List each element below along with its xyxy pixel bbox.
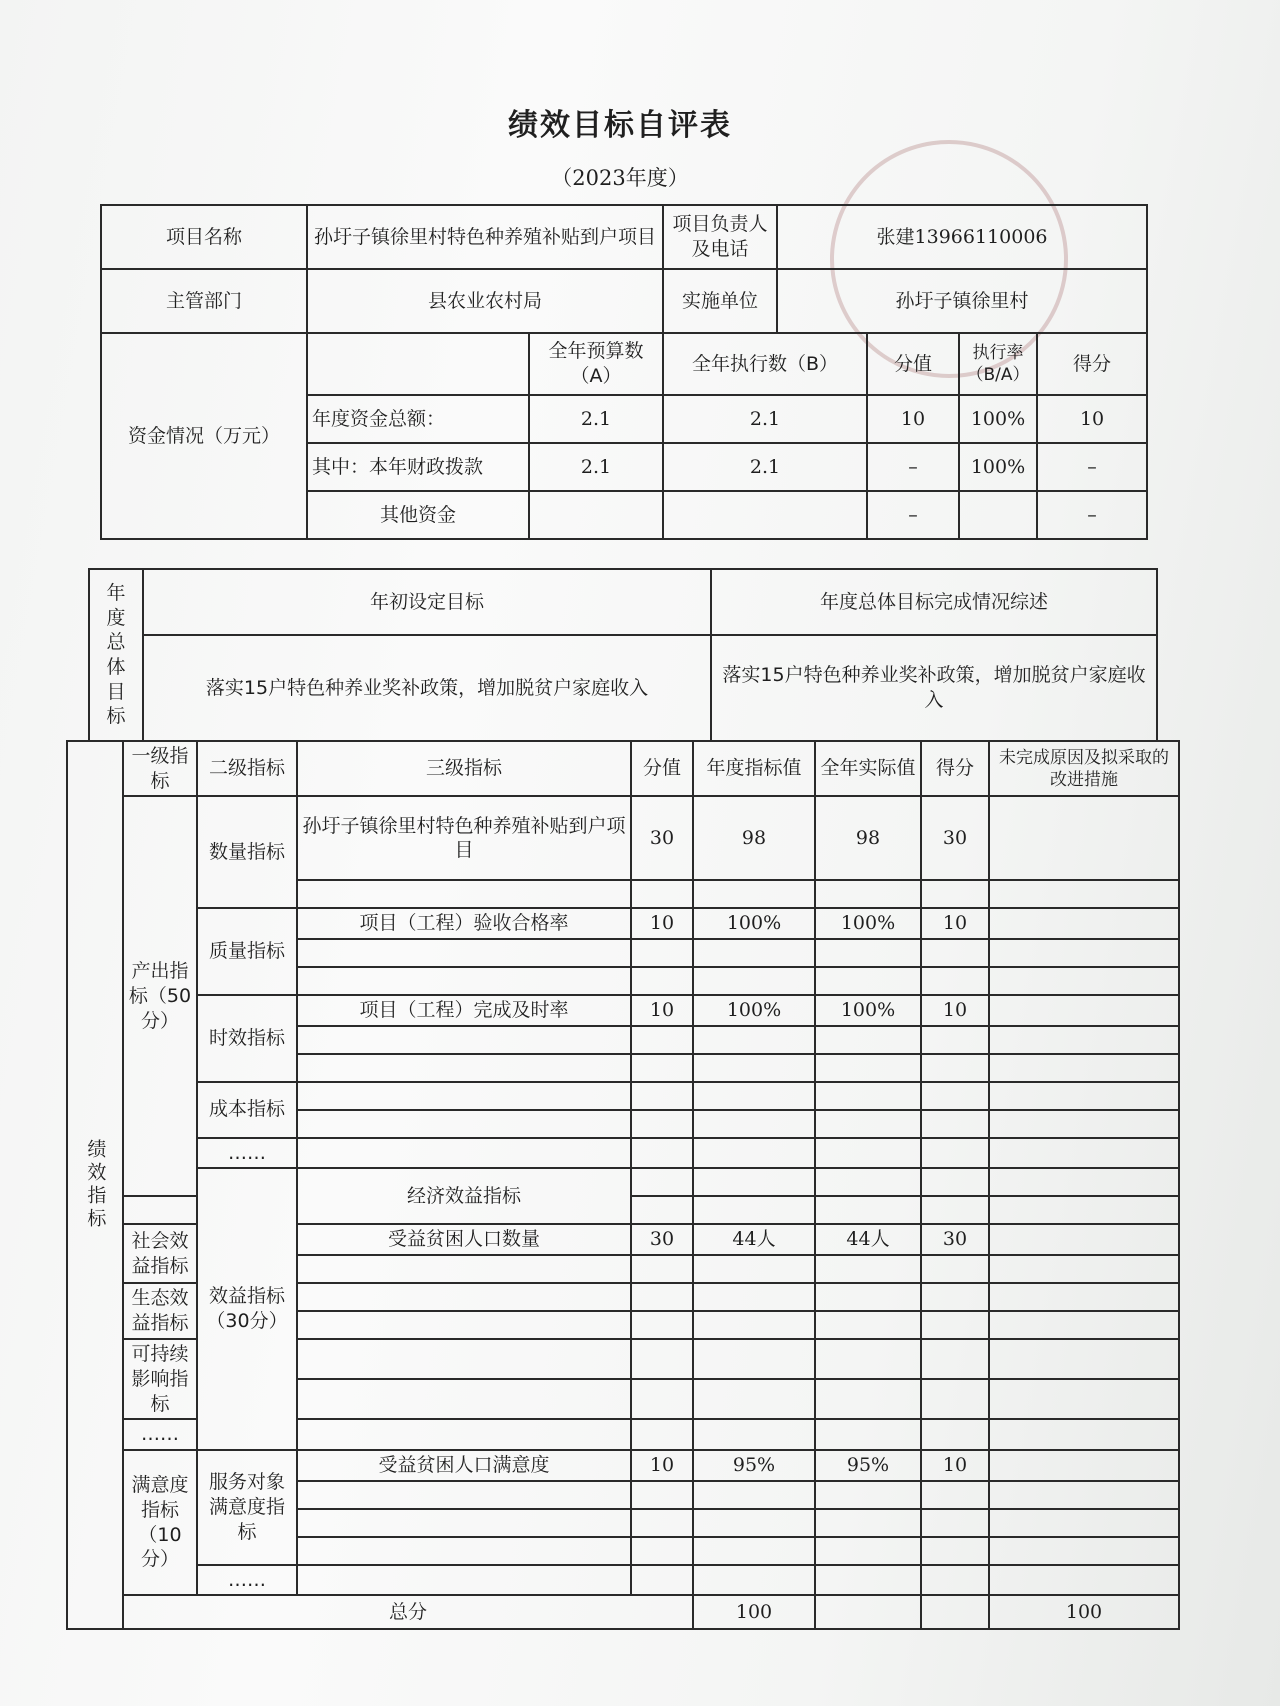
funds-header-rate: 执行率（B/A） <box>959 333 1037 395</box>
perf-side-label: 绩效指标 <box>67 741 123 1629</box>
funds-row-score-value: – <box>867 443 959 491</box>
perf-header-level2: 二级指标 <box>197 741 297 796</box>
funds-row-name: 年度资金总额： <box>307 395 529 443</box>
funds-row-rate: 100% <box>959 443 1037 491</box>
goal-set-text: 落实15户特色种养业奖补政策，增加脱贫户家庭收入 <box>143 635 711 741</box>
goal-done-text: 落实15户特色种养业奖补政策，增加脱贫户家庭收入 <box>711 635 1157 741</box>
sustain-label: 可持续影响指标 <box>123 1339 197 1419</box>
funds-header-score: 得分 <box>1037 333 1147 395</box>
indicator-score-value: 30 <box>631 1224 693 1255</box>
indicator-target: 95% <box>693 1450 815 1481</box>
indicator-actual: 95% <box>815 1450 921 1481</box>
satisfaction-more: …… <box>197 1565 297 1596</box>
indicator-target: 98 <box>693 796 815 880</box>
funds-row-name: 其中：本年财政拨款 <box>307 443 529 491</box>
indicator-actual: 100% <box>815 908 921 939</box>
indicator-name: 项目（工程）完成及时率 <box>297 995 631 1026</box>
perf-header-actual: 全年实际值 <box>815 741 921 796</box>
funds-row-exec: 2.1 <box>663 443 867 491</box>
economic-label: 经济效益指标 <box>297 1168 631 1224</box>
service-label: 服务对象满意度指标 <box>197 1450 297 1565</box>
funds-header-budget: 全年预算数（A） <box>529 333 663 395</box>
indicator-reason <box>989 908 1179 939</box>
total-score-value: 100 <box>693 1595 815 1629</box>
indicator-score: 30 <box>921 796 989 880</box>
indicator-name: 受益贫困人口数量 <box>297 1224 631 1255</box>
funds-row-score: – <box>1037 491 1147 539</box>
funds-row-exec: 2.1 <box>663 395 867 443</box>
quality-label: 质量指标 <box>197 908 297 995</box>
indicator-reason <box>989 995 1179 1026</box>
indicator-name: 项目（工程）验收合格率 <box>297 908 631 939</box>
goal-set-header: 年初设定目标 <box>143 569 711 635</box>
funds-row-rate <box>959 491 1037 539</box>
perf-header-level1: 一级指标 <box>123 741 197 796</box>
annual-goal-table <box>88 568 1158 742</box>
indicator-score: 10 <box>921 1450 989 1481</box>
indicator-name: 孙圩子镇徐里村特色种养殖补贴到户项目 <box>297 796 631 880</box>
indicator-score: 30 <box>921 1224 989 1255</box>
output-more: …… <box>197 1138 297 1169</box>
indicator-reason <box>989 1224 1179 1255</box>
impl-value: 孙圩子镇徐里村 <box>777 269 1147 333</box>
indicator-score-value: 10 <box>631 995 693 1026</box>
document-title: 绩效目标自评表 <box>508 108 732 143</box>
funds-row-budget <box>529 491 663 539</box>
funds-row-score: 10 <box>1037 395 1147 443</box>
impl-label: 实施单位 <box>663 269 777 333</box>
perf-header-reason: 未完成原因及拟采取的改进措施 <box>989 741 1179 796</box>
indicator-name: 受益贫困人口满意度 <box>297 1450 631 1481</box>
project-owner-label: 项目负责人及电话 <box>663 205 777 269</box>
perf-header-level3: 三级指标 <box>297 741 631 796</box>
project-name-label: 项目名称 <box>101 205 307 269</box>
perf-header-score: 得分 <box>921 741 989 796</box>
perf-header-target: 年度指标值 <box>693 741 815 796</box>
funds-row-score-value: 10 <box>867 395 959 443</box>
indicator-score: 10 <box>921 908 989 939</box>
funds-row-name: 其他资金 <box>307 491 529 539</box>
indicator-score-value: 10 <box>631 1450 693 1481</box>
funds-row-budget: 2.1 <box>529 443 663 491</box>
timeliness-label: 时效指标 <box>197 995 297 1082</box>
dept-label: 主管部门 <box>101 269 307 333</box>
output-label: 产出指标（50分） <box>123 796 197 1196</box>
funds-row-rate: 100% <box>959 395 1037 443</box>
benefit-label: 效益指标（30分） <box>197 1168 297 1449</box>
social-label: 社会效益指标 <box>123 1224 197 1283</box>
satisfaction-label: 满意度指标（10分） <box>123 1450 197 1595</box>
cost-label: 成本指标 <box>197 1082 297 1138</box>
performance-table <box>66 740 1180 1630</box>
goal-done-header: 年度总体目标完成情况综述 <box>711 569 1157 635</box>
indicator-actual: 44人 <box>815 1224 921 1255</box>
funds-row-exec <box>663 491 867 539</box>
funds-row-budget: 2.1 <box>529 395 663 443</box>
funds-row-score: – <box>1037 443 1147 491</box>
total-label: 总分 <box>123 1595 693 1629</box>
indicator-actual: 100% <box>815 995 921 1026</box>
indicator-reason <box>989 1450 1179 1481</box>
project-name-value: 孙圩子镇徐里村特色种养殖补贴到户项目 <box>307 205 663 269</box>
benefit-more: …… <box>123 1419 197 1450</box>
document-year: （2023年度） <box>551 166 689 190</box>
indicator-score: 10 <box>921 995 989 1026</box>
indicator-reason <box>989 796 1179 880</box>
project-owner-value: 张建13966110006 <box>777 205 1147 269</box>
goal-side-label: 年度总体目标 <box>89 569 143 741</box>
perf-header-score-value: 分值 <box>631 741 693 796</box>
total-score: 100 <box>989 1595 1179 1629</box>
indicator-score-value: 10 <box>631 908 693 939</box>
dept-value: 县农业农村局 <box>307 269 663 333</box>
indicator-target: 100% <box>693 995 815 1026</box>
indicator-actual: 98 <box>815 796 921 880</box>
funds-header-exec: 全年执行数（B） <box>663 333 867 395</box>
eco-label: 生态效益指标 <box>123 1283 197 1339</box>
indicator-target: 44人 <box>693 1224 815 1255</box>
funds-row-score-value: – <box>867 491 959 539</box>
quantity-label: 数量指标 <box>197 796 297 908</box>
funds-header-score-value: 分值 <box>867 333 959 395</box>
project-info-table <box>100 204 1148 540</box>
funds-label: 资金情况（万元） <box>101 333 307 539</box>
funds-header-blank <box>307 333 529 395</box>
indicator-target: 100% <box>693 908 815 939</box>
indicator-score-value: 30 <box>631 796 693 880</box>
